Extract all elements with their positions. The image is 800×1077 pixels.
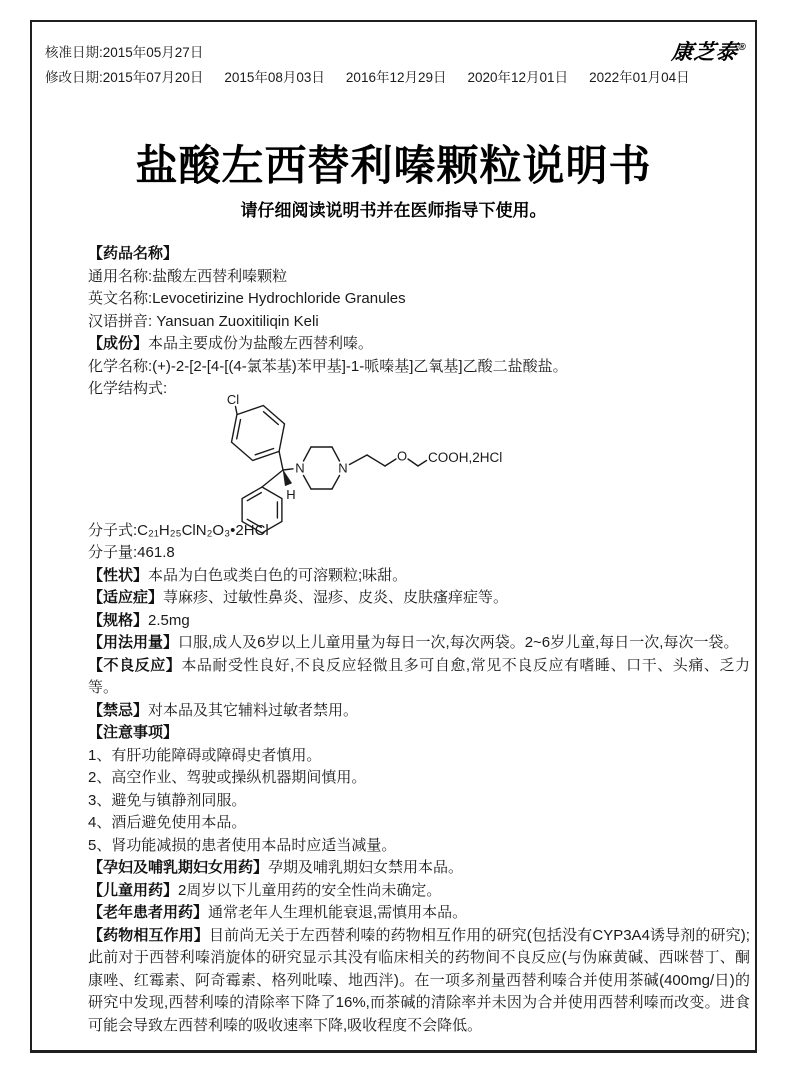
section-label: 【禁忌】 (88, 701, 149, 719)
hydrogen-atom-label: H (286, 486, 296, 502)
section-label: 【儿童用药】 (88, 881, 179, 899)
revision-date: 2022年01月04日 (589, 70, 690, 85)
section-ingredients: 【成份】本品主要成份为盐酸左西替利嗪。 (88, 335, 374, 352)
section-label: 【孕妇及哺乳期妇女用药】 (88, 859, 269, 876)
oxygen-atom-label: O (396, 448, 408, 463)
section-contraindications: 【禁忌】对本品及其它辅料过敏者禁用。 (88, 701, 359, 719)
chemical-name-line: 化学名称:(+)-2-[2-[4-[(4-氯苯基)苯甲基]-1-哌嗪基]乙氧基]乙酸二盐酸盐。 (88, 357, 568, 375)
carboxyl-group-label: COOH,2HCl (428, 449, 503, 465)
registered-trademark-icon: ® (737, 42, 746, 53)
leaflet-body (88, 243, 750, 1037)
precaution-item-3: 3、避免与镇静剂同服。 (88, 791, 247, 809)
section-label: 【老年患者用药】 (88, 904, 209, 921)
molecular-weight-line: 分子量:461.8 (88, 544, 175, 561)
precaution-item-1: 1、有肝功能障碍或障碍史者慎用。 (88, 746, 322, 764)
pinyin-line: 汉语拼音: Yansuan Zuoxitiliqin Keli (88, 312, 319, 330)
nitrogen-left-atom-label: N (295, 460, 305, 475)
brand-logo (670, 36, 747, 66)
page-subtitle: 请仔细阅读说明书并在医师指导下使用。 (240, 201, 547, 220)
structure-caption-line: 化学结构式: (88, 380, 168, 397)
precaution-item-4: 4、酒后避免使用本品。 (88, 814, 247, 831)
revision-date-label: 修改日期: (45, 70, 103, 85)
section-label: 【适应症】 (88, 589, 164, 606)
section-properties: 【性状】本品为白色或类白色的可溶颗粒;味甜。 (88, 566, 408, 584)
section-geriatric-use: 【老年患者用药】通常老年人生理机能衰退,需慎用本品。 (88, 904, 468, 921)
revision-date: 2020年12月01日 (467, 70, 569, 85)
chemical-structure-diagram (222, 391, 507, 536)
molecular-formula-line: 分子式:C₂₁H₂₅ClN₂O₃•2HCl (88, 521, 269, 539)
section-label: 【药物相互作用】 (88, 926, 210, 944)
brand-logo-text: 康芝泰 (670, 41, 739, 64)
section-precautions (88, 722, 750, 745)
precaution-item-2: 2、高空作业、驾驶或操纵机器期间慎用。 (88, 769, 367, 786)
section-label: 【药品名称】 (88, 245, 179, 262)
chlorine-atom-label: Cl (226, 391, 240, 407)
section-pregnancy-lactation: 【孕妇及哺乳期妇女用药】孕期及哺乳期妇女禁用本品。 (88, 859, 464, 876)
section-label: 【性状】 (88, 566, 149, 584)
nitrogen-right-atom-label: N (338, 460, 348, 475)
section-drug-name (88, 243, 750, 266)
section-label: 【注意事项】 (88, 724, 179, 741)
precaution-item-5: 5、肾功能减损的患者使用本品时应适当减量。 (88, 836, 397, 854)
section-label: 【用法用量】 (88, 634, 179, 651)
date-block (45, 44, 690, 86)
section-indications: 【适应症】荨麻疹、过敏性鼻炎、湿疹、皮炎、皮肤瘙痒症等。 (88, 589, 509, 606)
section-label: 【成份】 (88, 335, 149, 352)
section-adverse-reactions: 【不良反应】本品耐受性良好,不良反应轻微且多可自愈,常见不良反应有嗜睡、口干、头痛、乏力等。 (88, 656, 750, 696)
approval-date: 核准日期:2015年05月27日 (45, 45, 204, 60)
section-strength: 【规格】2.5mg (88, 611, 190, 629)
revision-date: 2015年08月03日 (224, 70, 325, 85)
english-name-line: 英文名称:Levocetirizine Hydrochloride Granules (88, 290, 406, 307)
revision-dates-row (45, 69, 690, 86)
leaflet-page (30, 20, 757, 1053)
section-label: 【规格】 (88, 611, 149, 629)
generic-name-line: 通用名称:盐酸左西替利嗪颗粒 (88, 267, 288, 285)
revision-date: 2016年12月29日 (345, 70, 447, 85)
revision-date: 2015年07月20日 (102, 70, 204, 85)
section-drug-interactions: 【药物相互作用】目前尚无关于左西替利嗪的药物相互作用的研究(包括没有CYP3A4诱导剂的研究);此前对于西替利嗪消旋体的研究显示其没有临床相关的药物间不良反应(与伪麻黄碱、西咪替丁、酮康唑、红霉素、阿奇霉素、格列吡嗪、地西泮)。在一项多剂量西替利嗪合并使用茶碱(400mg/日)的研究中发现,西替利嗪的清除率下降了16%,而茶碱的清除率并未因为合并使用西替利嗪而改变。进食可能会导致左西替利嗪的吸收速率下降,吸收程度不会降低。 (88, 926, 750, 1034)
page-title: 盐酸左西替利嗪颗粒说明书 (135, 142, 652, 189)
section-dosage: 【用法用量】口服,成人及6岁以上儿童用量为每日一次,每次两袋。2~6岁儿童,每日一次,每次一袋。 (88, 634, 739, 651)
section-pediatric-use: 【儿童用药】2周岁以下儿童用药的安全性尚未确定。 (88, 881, 442, 899)
section-label: 【不良反应】 (88, 656, 182, 674)
